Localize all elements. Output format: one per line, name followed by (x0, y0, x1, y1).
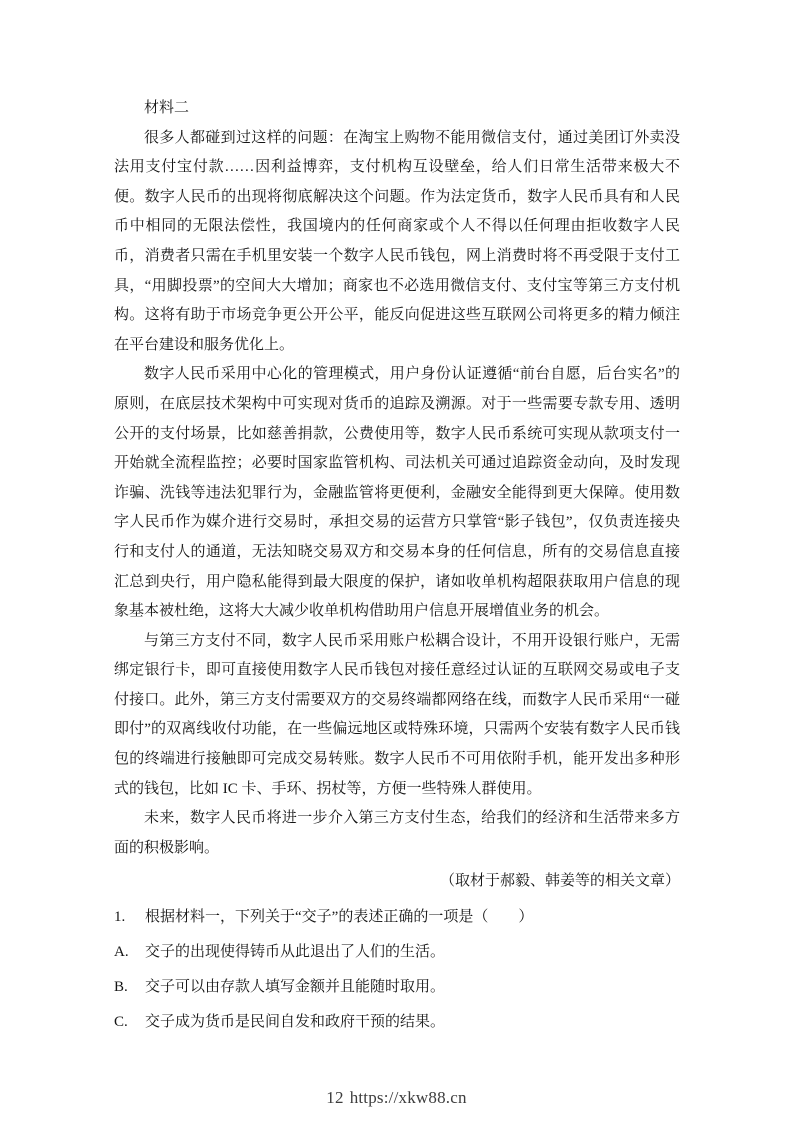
document-content (114, 94, 680, 1040)
option-c-text: 交子成为货币是民间自发和政府干预的结果。 (145, 1014, 446, 1031)
option-a-label: A. (114, 944, 129, 961)
paragraph-future-outlook: 未来，数字人民币将进一步介入第三方支付生态，给我们的经济和生活带来多方面的积极影响。 (114, 810, 680, 856)
source-attribution: （取材于郝毅、韩姜等的相关文章） (439, 873, 680, 890)
paragraph-centralized-management: 数字人民币采用中心化的管理模式，用户身份认证遵循“前台自愿，后台实名”的原则，在底层技术架构中可实现对货币的追踪及溯源。对于一些需要专款专用、透明公开的支付场景，比如慈善捐款，公费使用等，数字人民币系统可实现从款项支付一开始就全流程监控；必要时国家监管机构、司法机关可通过追踪资金动向，及时发现诈骗、洗钱等违法犯罪行为，金融监管将更便利，金融安全能得到更大保障。使用数字人民币作为媒介进行交易时，承担交易的运营方只掌管“影子钱包”，仅负责连接央行和支付人的通道，无法知晓交易双方和交易本身的任何信息，所有的交易信息直接汇总到央行，用户隐私能得到最大限度的保护，诸如收单机构超限获取用户信息的现象基本被杜绝，这将大大减少收单机构借助用户信息开展增值业务的机会。 (114, 366, 680, 620)
option-c-label: C. (114, 1014, 128, 1031)
question-stem (114, 900, 680, 935)
paragraph-loose-coupling: 与第三方支付不同，数字人民币采用账户松耦合设计，不用开设银行账户，无需绑定银行卡，即可直接使用数字人民币钱包对接任意经过认证的互联网交易或电子支付接口。此外，第三方支付需要双方的交易终端都网络在线，而数字人民币采用“一碰即付”的双离线收付功能，在一些偏远地区或特殊环境，只需两个安装有数字人民币钱包的终端进行接触即可完成交易转账。数字人民币不可用依附手机，能开发出多种形式的钱包，比如 IC 卡、手环、拐杖等，方便一些特殊人群使用。 (114, 632, 680, 797)
option-b (114, 970, 680, 1005)
question-1 (114, 900, 680, 1040)
option-a-text: 交子的出现使得铸币从此退出了人们的生活。 (145, 944, 446, 961)
footer-url-link[interactable]: https://xkw88.cn (349, 1088, 467, 1107)
question-stem-text: 根据材料一，下列关于“交子”的表述正确的一项是（ ） (145, 909, 534, 926)
option-a (114, 935, 680, 970)
page-footer (0, 1088, 793, 1108)
option-b-text: 交子可以由存款人填写金额并且能随时取用。 (145, 979, 446, 996)
section-heading: 材料二 (144, 100, 190, 116)
option-c (114, 1005, 680, 1040)
option-b-label: B. (114, 979, 128, 996)
question-number: 1. (114, 909, 126, 926)
page-number: 12 (326, 1088, 344, 1107)
paragraph-digital-rmb-intro: 很多人都碰到过这样的问题：在淘宝上购物不能用微信支付，通过美团订外卖没法用支付宝付款……因利益博弈，支付机构互设壁垒，给人们日常生活带来极大不便。数字人民币的出现将彻底解决这个问题。作为法定货币，数字人民币具有和人民币中相同的无限法偿性，我国境内的任何商家或个人不得以任何理由拒收数字人民币，消费者只需在手机里安装一个数字人民币钱包，网上消费时将不再受限于支付工具，“用脚投票”的空间大大增加；商家也不必选用微信支付、支付宝等第三方支付机构。这将有助于市场竞争更公开公平，能反向促进这些互联网公司将更多的精力倾注在平台建设和服务优化上。 (114, 129, 680, 353)
